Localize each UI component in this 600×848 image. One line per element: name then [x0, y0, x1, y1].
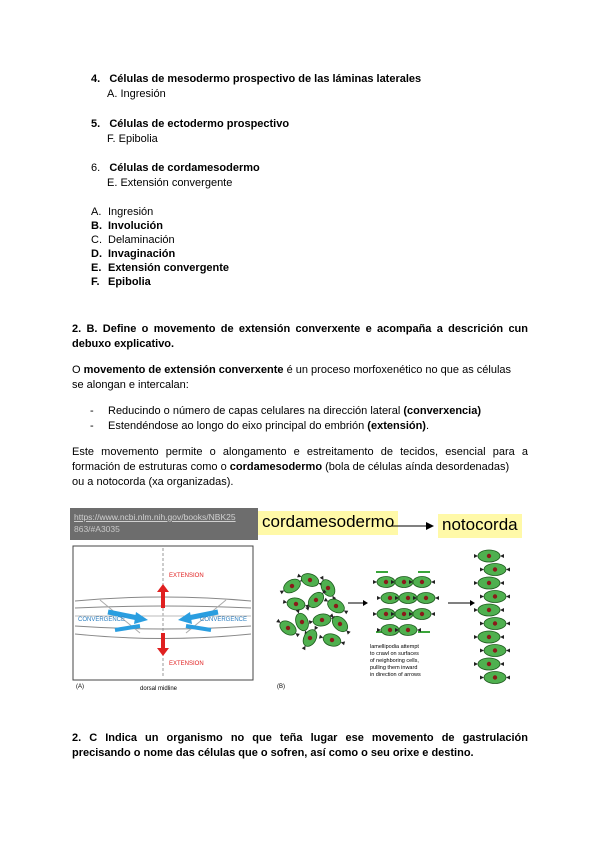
match-item-4: [91, 72, 421, 86]
q2c-line1: 2. C Indica un organismo no que teña lugar ese movemento de gastrulación: [72, 732, 528, 744]
cell: [474, 658, 504, 670]
q2b-paragraph1: O movemento de extensión converxente é un proceso morfoxenético no que as células: [72, 364, 512, 376]
cell: [474, 550, 504, 562]
match-label: Células de ectodermo prospectivo: [109, 118, 290, 130]
panel-b-label: (B): [277, 684, 285, 690]
cell: [318, 631, 346, 649]
options-list: [91, 205, 229, 289]
q2c-line2: precisando o nome das células que o sofren, así como o seu orixe e destino.: [72, 747, 474, 759]
convergent-extension-figure: [70, 508, 528, 694]
match-answer-4: A. Ingresión: [107, 88, 166, 100]
match-label: Células de mesodermo prospectivo de las láminas laterales: [109, 73, 422, 85]
cell: [474, 604, 504, 616]
convergence-left-label: CONVERGENCE: [78, 617, 126, 623]
cell: [480, 564, 510, 576]
cell: [480, 672, 510, 684]
lamellipodia-text-1: lamellipodia attempt: [370, 644, 419, 650]
match-answer-6: E. Extensión convergente: [107, 177, 233, 189]
stage-arrow-2-head: [470, 600, 475, 606]
extension-bottom-label: EXTENSION: [169, 661, 204, 667]
option-a: A. Ingresión: [91, 206, 154, 218]
panel-a-label: (A): [76, 684, 84, 690]
q2b-title-line2: debuxo explicativo.: [72, 338, 175, 350]
option-b: B. Involución: [91, 220, 163, 232]
match-number: 5.: [91, 118, 101, 130]
option-d: D. Invaginación: [91, 248, 176, 260]
option-c: C. Delaminación: [91, 234, 175, 246]
cell: [480, 591, 510, 603]
option-f: F. Epibolia: [91, 276, 151, 288]
option-e: E. Extensión convergente: [91, 262, 230, 274]
cell: [480, 618, 510, 630]
cell: [409, 577, 435, 588]
lamellipodia-text-5: in direction of arrows: [370, 672, 421, 678]
cell: [395, 625, 421, 636]
q2b-paragraph1-line2: se alongan e intercalan:: [72, 379, 189, 391]
q2b-bullet-2: - Estendéndose ao longo do eixo principal do embrión (extensión).: [90, 420, 430, 432]
match-item-5: [91, 117, 289, 131]
match-item-6: [91, 161, 260, 175]
cell: [282, 596, 310, 612]
figure-drawing: [70, 508, 528, 694]
extension-top-label: EXTENSION: [169, 573, 204, 579]
cell: [474, 577, 504, 589]
cell: [480, 645, 510, 657]
q2b-paragraph2-line1: Este movemento permite o alongamento e estreitamento de tecidos, esencial para a: [72, 446, 528, 458]
match-number: 6.: [91, 162, 101, 174]
lamellipodia-text-3: of neighboring cells,: [370, 658, 419, 664]
cell: [474, 631, 504, 643]
dorsal-midline-label: dorsal midline: [140, 686, 178, 692]
q2b-title-line1: 2. B. Define o movemento de extensión converxente e acompaña a descrición cun: [72, 323, 528, 335]
match-number: 4.: [91, 73, 101, 85]
cell: [413, 593, 439, 604]
cell: [409, 609, 435, 620]
arrow-head: [426, 522, 434, 530]
q2b-paragraph2-line3: ou a notocorda (xa organizadas).: [72, 476, 234, 488]
convergence-right-label: CONVERGENCE: [200, 617, 248, 623]
q2b-paragraph2-line2: formación de estruturas como o cordamesodermo (bola de células aínda desordenadas): [72, 461, 510, 473]
lamellipodia-text-2: to crawl on surfaces: [370, 651, 419, 657]
match-label: Células de cordamesodermo: [109, 162, 260, 174]
lamellipodia-text-4: pulling them inward: [370, 665, 418, 671]
cell: [296, 570, 325, 590]
q2b-bullet-1: - Reducindo o número de capas celulares na dirección lateral (converxencia): [90, 405, 481, 417]
stage-arrow-1-head: [363, 600, 368, 606]
match-answer-5: F. Epibolia: [107, 133, 158, 145]
label-cordamesodermo: cordamesodermo: [258, 511, 398, 535]
label-notocorda: notocorda: [438, 514, 522, 538]
source-link[interactable]: https://www.ncbi.nlm.nih.gov/books/NBK25 863/#A3035: [70, 508, 258, 540]
